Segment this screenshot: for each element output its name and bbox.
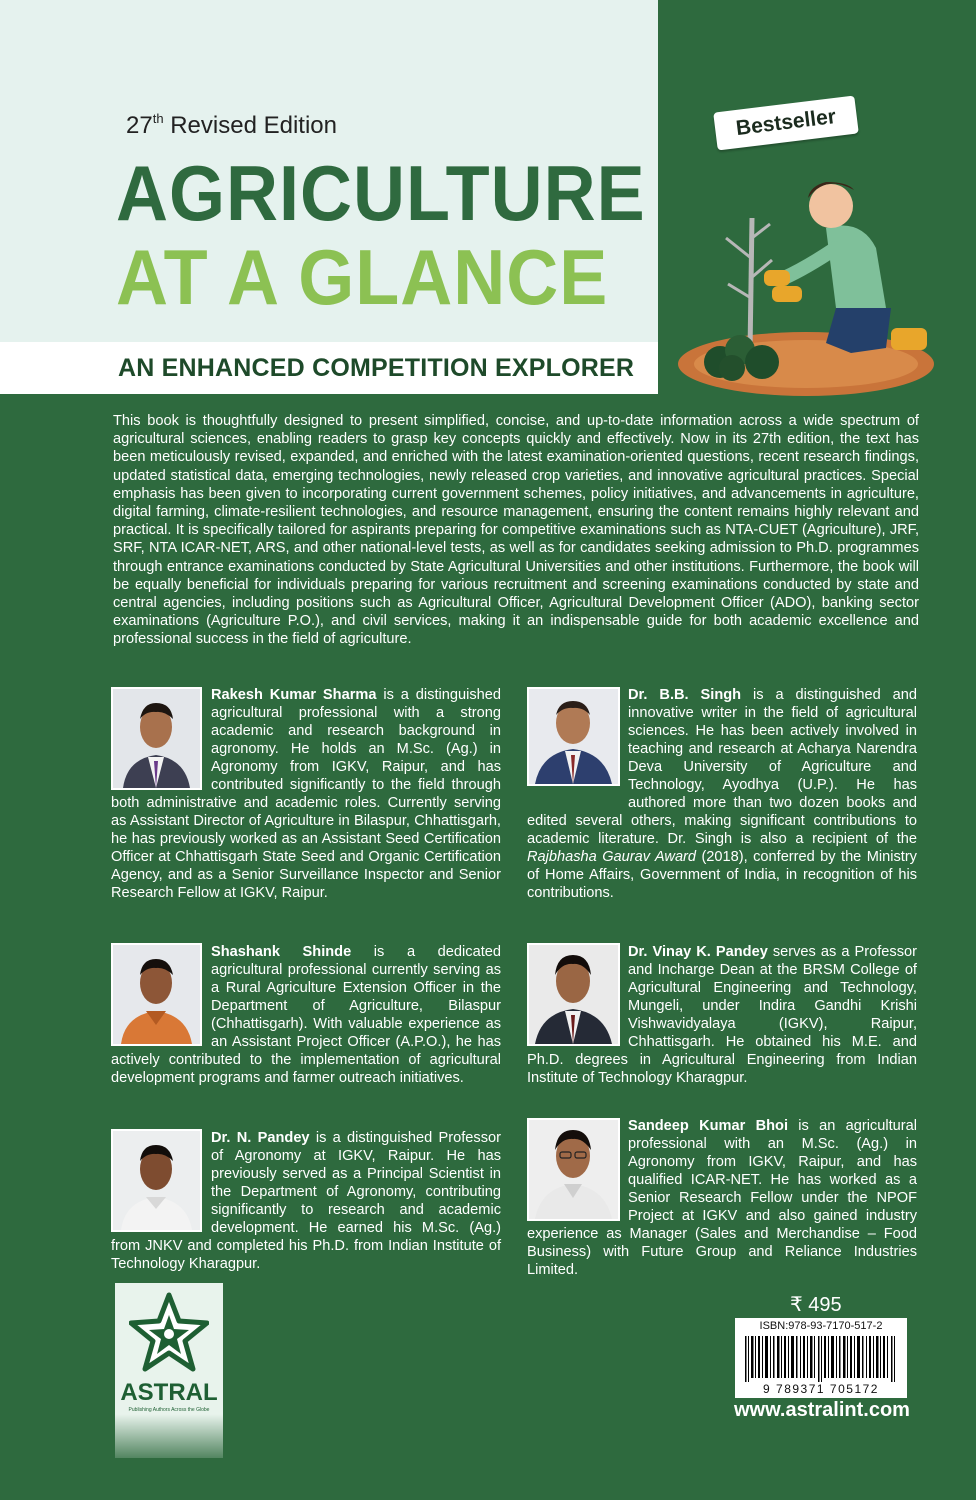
edition-text: Revised Edition xyxy=(170,112,337,139)
author-name-sandeep-kumar-bhoi: Sandeep Kumar Bhoi xyxy=(628,1118,789,1134)
author-bio-shashank-shinde xyxy=(111,943,501,1087)
edition-number: 27 xyxy=(126,112,153,139)
book-title-line2: AT A GLANCE xyxy=(116,235,609,322)
author-name-bb-singh: Dr. B.B. Singh xyxy=(628,687,742,703)
book-description: This book is thoughtfully designed to present simplified, concise, and up-to-date information across a wide spectrum of agricultural sciences, enabling readers to grasp key concepts quickly and effectively. Now in its 27th edition, the text has been meticulously revised, expanded, and enriched with the latest examination-oriented questions, recent research findings, updated statistical data, emerging technologies, newly released crop varieties, and innovative agricultural practices. Special emphasis has been given to incorporating current government schemes, policy initiatives, and advancements in agriculture, digital farming, climate-resilient technologies, and resource management, ensuring the content remains highly relevant and practical. It is specifically tailored for aspirants preparing for competitive examinations such as NTA-CUET (Agriculture), JRF, SRF, NTA ICAR-NET, ARS, and other national-level tests, as well as for candidates seeking admission to Ph.D. programmes through entrance examinations conducted by State Agricultural Universities and other institutions. Furthermore, the book will be equally beneficial for individuals preparing for various recruitment and screening examinations conducted by state and central agencies, including positions such as Agricultural Officer, Agricultural Development Officer (ADO), banking sector examinations (Agriculture P.O.), and civil services, making it an indispensable guide for both academic excellence and professional success in the field of agriculture. xyxy=(113,413,919,648)
publisher-logo xyxy=(115,1283,223,1458)
barcode-number: 9 789371 705172 xyxy=(763,1382,879,1396)
author-bio-text-a: is a distinguished and innovative writer in the field of agricultural sciences. He has been actively involved in teaching and research at Acharya Narendra Deva University of Agriculture and Technology, Ayodhya (U.P.). He has authored more than two dozen books and edited several others, making significant contributions to academic literature. Dr. Singh is also a recipient of the xyxy=(527,687,917,847)
publisher-website: www.astralint.com xyxy=(734,1399,910,1421)
author-bio-text: is an agricultural professional with an M.Sc. (Ag.) in Agronomy from IGKV, Raipur, and has qualified ICAR-NET. He has worked as a Senior Research Fellow under the NPOF Project at IGKV and also gained industry experience as Manager (Sales and Merchandise – Food Business) with Future Group and Reliance Industries Limited. xyxy=(527,1118,917,1278)
author-name-vinay-k-pandey: Dr. Vinay K. Pandey xyxy=(628,944,768,960)
author-bio-text: is a distinguished agricultural professional with a strong academic and research background in agronomy. He holds an M.Sc. (Ag.) in Agronomy from IGKV, Raipur, and has contributed significantly to the field through both administrative and academic roles. Currently serving as Assistant Director of Agriculture in Bilaspur, Chhattisgarh, he has previously worked as an Assistant Seed Certification Officer at Chhattisgarh State Seed and Organic Certification Agency, and as a Senior Surveillance Inspector and Senior Research Fellow at IGKV, Raipur. xyxy=(111,687,501,901)
award-name: Rajbhasha Gaurav Award xyxy=(527,849,697,865)
author-name-n-pandey: Dr. N. Pandey xyxy=(211,1130,310,1146)
farmer-illustration xyxy=(676,168,946,400)
edition-label xyxy=(126,112,337,140)
book-subtitle: AN ENHANCED COMPETITION EXPLORER xyxy=(118,354,635,382)
book-price: ₹ 495 xyxy=(790,1294,842,1316)
astral-star-logo-icon xyxy=(129,1291,209,1377)
isbn-label: ISBN:978-93-7170-517-2 xyxy=(759,1320,883,1332)
author-name-shashank-shinde: Shashank Shinde xyxy=(211,944,352,960)
publisher-tagline: Publishing Authors Across the Globe xyxy=(128,1407,210,1413)
author-bio-text: is a distinguished Professor of Agronomy at IGKV, Raipur. He has previously served as a Principal Scientist in the Department of Agronomy, contributing significantly to research and academic development. He earned his M.Sc. (Ag.) from JNKV and completed his Ph.D. from Indian Institute of Technology Kharagpur. xyxy=(111,1130,501,1272)
author-name-rakesh-kumar-sharma: Rakesh Kumar Sharma xyxy=(211,687,377,703)
edition-suffix: th xyxy=(152,111,164,126)
author-bio-bb-singh xyxy=(527,686,917,902)
author-bio-text: is a dedicated agricultural professional currently serving as a Rural Agriculture Extension Officer in the Department of Agriculture, Bilaspur (Chhattisgarh). With valuable experience as an Assistant Project Officer (A.P.O.), he has actively contributed to the implementation of agricultural development programs and farmer outreach initiatives. xyxy=(111,944,501,1086)
barcode-panel xyxy=(735,1318,907,1398)
book-title-line1: AGRICULTURE xyxy=(116,151,646,238)
author-bio-text-b: (2018), conferred by the Ministry of Home Affairs, Government of India, in recognition of his contributions. xyxy=(527,849,917,901)
author-bio-sandeep-kumar-bhoi xyxy=(527,1117,917,1279)
author-bio-vinay-k-pandey xyxy=(527,943,917,1087)
barcode-icon xyxy=(743,1336,899,1382)
bestseller-badge: Bestseller xyxy=(713,95,859,150)
publisher-name: ASTRAL xyxy=(120,1379,218,1406)
author-bio-rakesh-kumar-sharma xyxy=(111,686,501,902)
author-bio-n-pandey xyxy=(111,1129,501,1273)
author-bio-text: serves as a Professor and Incharge Dean at the BRSM College of Agricultural Engineering and Technology, Mungeli, under Indira Gandhi Krishi Vishwavidyalaya (IGKV), Raipur, Chhattisgarh. He obtained his M.E. and Ph.D. degrees in Agricultural Engineering from Indian Institute of Technology Kharagpur. xyxy=(527,944,917,1086)
